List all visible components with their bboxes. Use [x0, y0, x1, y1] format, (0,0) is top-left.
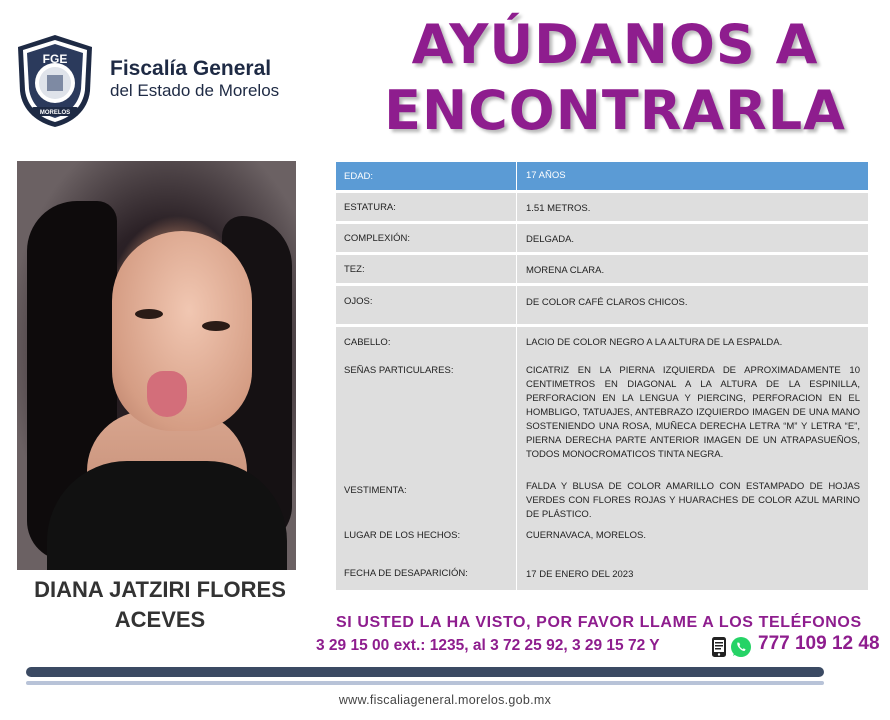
detail-row-build: [336, 224, 868, 252]
call-to-action-phones: 3 29 15 00 ext.: 1235, al 3 72 25 92, 3 29 15 72 Y: [316, 637, 660, 654]
main-phone-number: 777 109 12 48: [758, 633, 880, 654]
person-name-line-2: ACEVES: [114, 607, 206, 632]
footer-divider-light: [26, 681, 824, 685]
detail-value-clothing: FALDA Y BLUSA DE COLOR AMARILLO CON ESTAMPADO DE HOJAS VERDES CON FLORES ROJAS Y HUARACHES DE COLOR AZUL MARINO DE PLÁSTICO.: [526, 481, 860, 520]
headline-line-2: ENCONTRARLA: [384, 79, 846, 142]
detail-value: DELGADA.: [526, 234, 575, 245]
detail-label-date: FECHA DE DESAPARICIÓN:: [344, 568, 468, 579]
detail-value: MORENA CLARA.: [526, 265, 605, 276]
org-subtitle: del Estado de Morelos: [110, 81, 280, 100]
whatsapp-icon: [730, 636, 752, 658]
detail-label: OJOS:: [344, 296, 373, 307]
headline-line-1: AYÚDANOS A: [411, 13, 819, 76]
detail-label-hair: CABELLO:: [344, 337, 391, 348]
detail-value: 17 AÑOS: [526, 170, 566, 181]
org-name: Fiscalía General: [110, 57, 272, 80]
detail-value: 1.51 METROS.: [526, 203, 591, 214]
detail-label-location: LUGAR DE LOS HECHOS:: [344, 530, 461, 541]
detail-value-hair: LACIO DE COLOR NEGRO A LA ALTURA DE LA ESPALDA.: [526, 337, 783, 348]
fge-shield-logo: [14, 33, 96, 129]
missing-person-photo: [17, 161, 296, 570]
detail-value-date: 17 DE ENERO DEL 2023: [526, 569, 634, 580]
detail-label-clothing: VESTIMENTA:: [344, 485, 407, 496]
mobile-phone-icon: [711, 636, 727, 658]
detail-label: EDAD:: [344, 171, 374, 182]
detail-value-location: CUERNAVACA, MORELOS.: [526, 530, 647, 541]
call-to-action-line-1: SI USTED LA HA VISTO, POR FAVOR LLAME A LOS TELÉFONOS: [336, 614, 862, 631]
detail-value-marks: CICATRIZ EN LA PIERNA IZQUIERDA DE APROXIMADAMENTE 10 CENTIMETROS EN DIAGONAL A LA ALTURA DE LA ESPINILLA, PERFORACION EN LA LENGUA Y PIERCING, PERFORACION EN EL HOMBLIGO, TATUAJES, ANTEBRAZO IZQUIERDO IMAGEN DE UNA MANO SOSTENIENDO UNA ROSA, MUÑECA DERECHA LETRA “M” Y LETRA “E”, PIERNA DERECHA PARTE ANTERIOR IMAGEN DE UN ATRAPASUEÑOS, TODOS MONOCROMATICOS TINTA NEGRA.: [526, 365, 860, 460]
detail-label-marks: SEÑAS PARTICULARES:: [344, 365, 454, 376]
detail-value: DE COLOR CAFÉ CLAROS CHICOS.: [526, 297, 688, 308]
footer-divider: [26, 667, 824, 677]
logo-text-bottom: MORELOS: [39, 110, 71, 116]
detail-label: ESTATURA:: [344, 202, 396, 213]
website-url: www.fiscaliageneral.morelos.gob.mx: [338, 693, 552, 707]
detail-row-age: [336, 162, 868, 190]
detail-row-appearance: [336, 327, 868, 590]
detail-row-skin: [336, 255, 868, 283]
person-name-line-1: DIANA JATZIRI FLORES: [34, 577, 286, 602]
detail-row-height: [336, 193, 868, 221]
detail-row-eyes: [336, 286, 868, 324]
detail-label: COMPLEXIÓN:: [344, 233, 410, 244]
detail-label: TEZ:: [344, 264, 365, 275]
logo-text-top: FGE: [42, 52, 68, 66]
